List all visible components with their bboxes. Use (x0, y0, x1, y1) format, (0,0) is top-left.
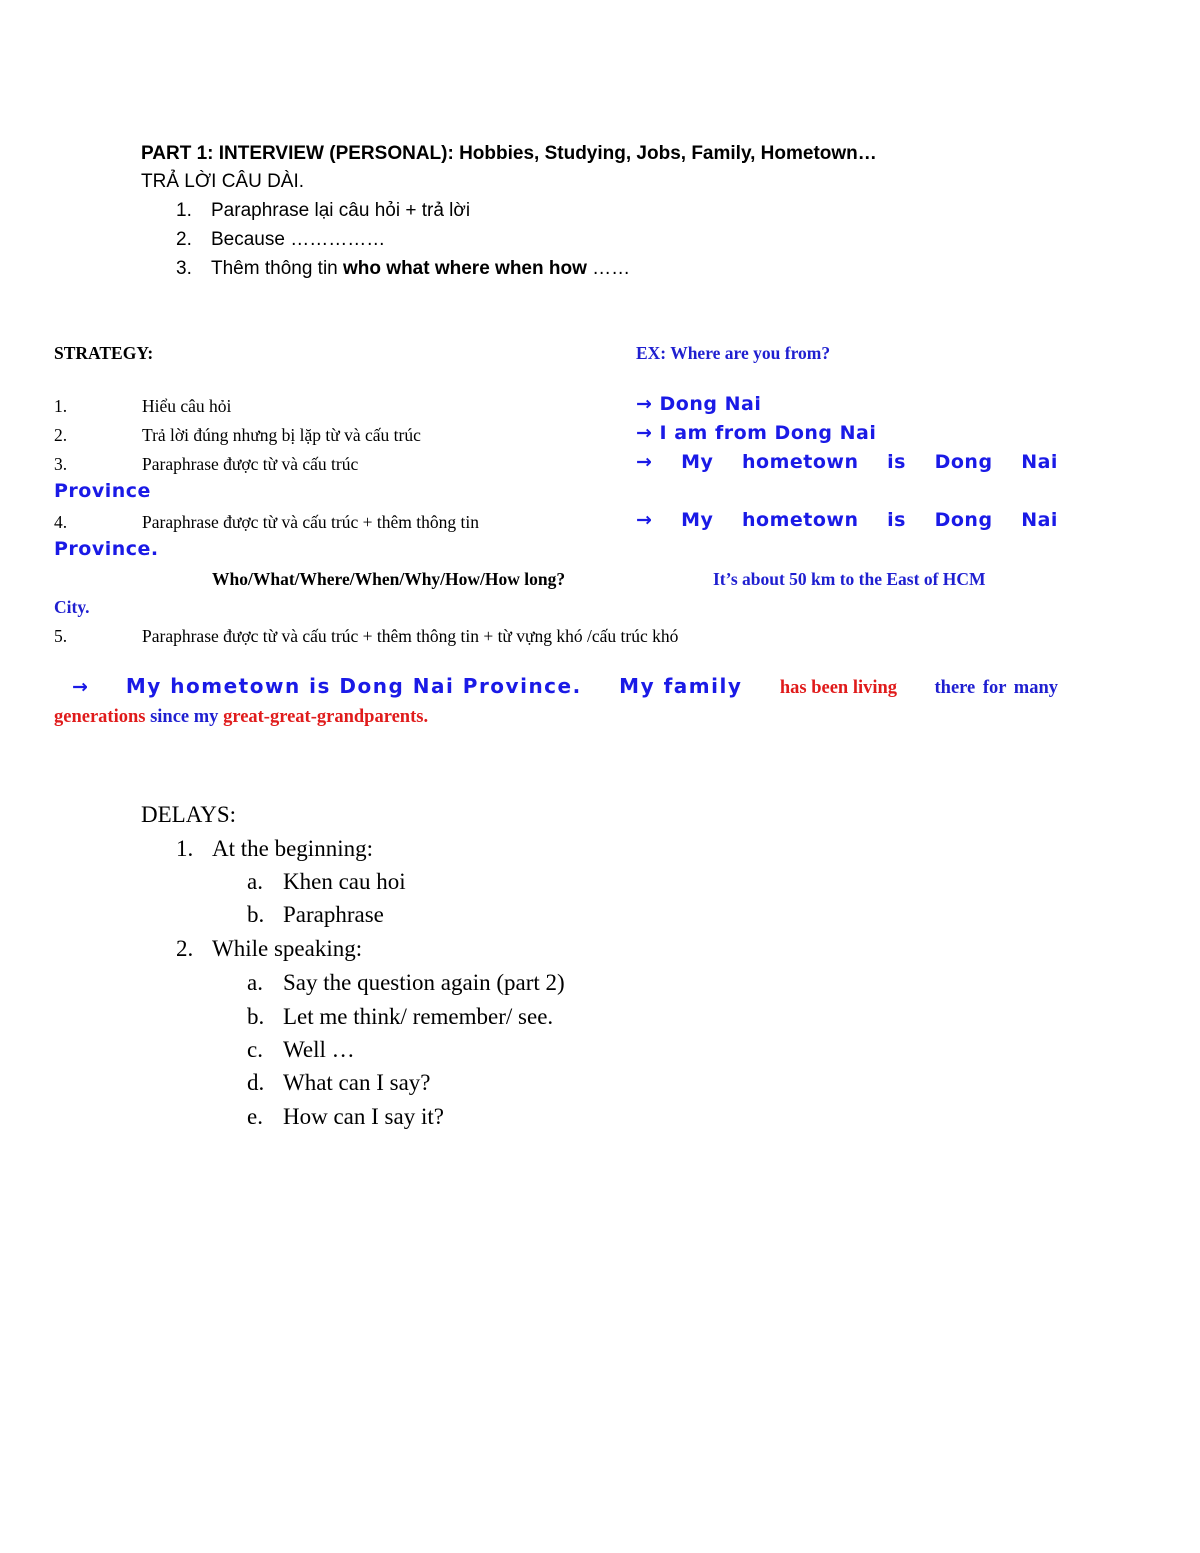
strategy-item-text: Paraphrase được từ và cấu trúc (142, 454, 359, 474)
delay-item-text: Say the question again (part 2) (283, 970, 565, 995)
answer-word: Dong (934, 451, 993, 473)
final-blue1: there for many (934, 678, 1058, 698)
delays-heading: DELAYS: (141, 802, 236, 827)
strategy-item-text: Hiểu câu hỏi (142, 396, 232, 416)
strategy-item-number: 3. (54, 454, 68, 474)
strategy-item-answer (636, 509, 1058, 531)
delay-section-number: 1. (176, 836, 194, 861)
final-red1: has been living (779, 678, 898, 698)
delay-item-text: Let me think/ remember/ see. (283, 1004, 554, 1029)
wh-questions: Who/What/Where/When/Why/How/How long? (212, 569, 566, 589)
delay-section-label: At the beginning: (212, 836, 373, 861)
strategy-item-answer-cont: Province (54, 480, 151, 502)
delay-item-letter: b. (247, 1004, 265, 1029)
strategy-item-number: 2. (54, 425, 68, 445)
final-part2: My family (619, 674, 743, 698)
delay-item-letter: d. (247, 1070, 265, 1095)
final-end: . (423, 707, 429, 727)
part1-subtitle: TRẢ LỜI CÂU DÀI. (141, 171, 305, 192)
delay-item-letter: e. (247, 1104, 263, 1129)
delay-section-number: 2. (176, 936, 194, 961)
answer-word: My (681, 451, 714, 473)
strategy-item-answer (636, 451, 1058, 473)
answer-word: hometown (742, 509, 859, 531)
answer-word: My (681, 509, 714, 531)
final-answer-line-1 (54, 674, 1058, 699)
final-red2: generations (54, 707, 146, 727)
strategy-item-number: 4. (54, 512, 68, 532)
strategy-heading: STRATEGY: (54, 343, 154, 363)
answer-word: Nai (1021, 509, 1058, 531)
delay-item-text: Well … (283, 1037, 355, 1062)
delay-item-text: Khen cau hoi (283, 869, 406, 894)
strategy-item-text: Trả lời đúng nhưng bị lặp từ và cấu trúc (142, 425, 421, 445)
example-question: EX: Where are you from? (636, 343, 831, 363)
step-number: 3. (176, 258, 192, 279)
step-text-a: Thêm thông tin (211, 258, 344, 279)
distance-note-cont: City. (54, 597, 90, 617)
strategy-item-answer-cont: Province. (54, 538, 159, 560)
answer-word: is (887, 451, 906, 473)
answer-word: → (636, 509, 653, 531)
strategy-item-answer: → Dong Nai (636, 393, 762, 415)
step-number: 2. (176, 229, 192, 250)
step-text: Because …………… (211, 229, 386, 250)
answer-word: Dong (934, 509, 993, 531)
delay-section-label: While speaking: (212, 936, 363, 961)
answer-word: hometown (742, 451, 859, 473)
delay-item-text: What can I say? (283, 1070, 431, 1095)
part1-title: PART 1: INTERVIEW (PERSONAL): Hobbies, Studying, Jobs, Family, Hometown… (141, 143, 877, 164)
delay-item-letter: b. (247, 902, 265, 927)
step-number: 1. (176, 200, 192, 221)
final-part1: My hometown is Dong Nai Province. (125, 674, 582, 698)
strategy-item-number: 5. (54, 626, 68, 646)
answer-word: is (887, 509, 906, 531)
strategy-item-answer: → I am from Dong Nai (636, 422, 877, 444)
step-text (211, 258, 630, 280)
delay-item-letter: a. (247, 970, 263, 995)
final-blue2: since my (150, 707, 219, 727)
strategy-item-number: 1. (54, 396, 68, 416)
step-text-bold: who what where when how (343, 258, 587, 279)
delay-item-text: How can I say it? (283, 1104, 444, 1129)
step-text-b: …… (586, 258, 631, 279)
final-answer-line-2 (54, 707, 428, 728)
answer-word: Nai (1021, 451, 1058, 473)
strategy-item-text: Paraphrase được từ và cấu trúc + thêm thông tin (142, 512, 479, 532)
delay-item-letter: a. (247, 869, 263, 894)
answer-word: → (636, 451, 653, 473)
delay-item-text: Paraphrase (283, 902, 384, 927)
step-text: Paraphrase lại câu hỏi + trả lời (211, 200, 471, 221)
distance-note: It’s about 50 km to the East of HCM (713, 569, 986, 589)
final-red3: great-great-grandparents (223, 707, 424, 727)
final-arrow: → (72, 676, 89, 698)
delay-item-letter: c. (247, 1037, 263, 1062)
strategy-item-text: Paraphrase được từ và cấu trúc + thêm thông tin + từ vựng khó /cấu trúc khó (142, 626, 679, 646)
